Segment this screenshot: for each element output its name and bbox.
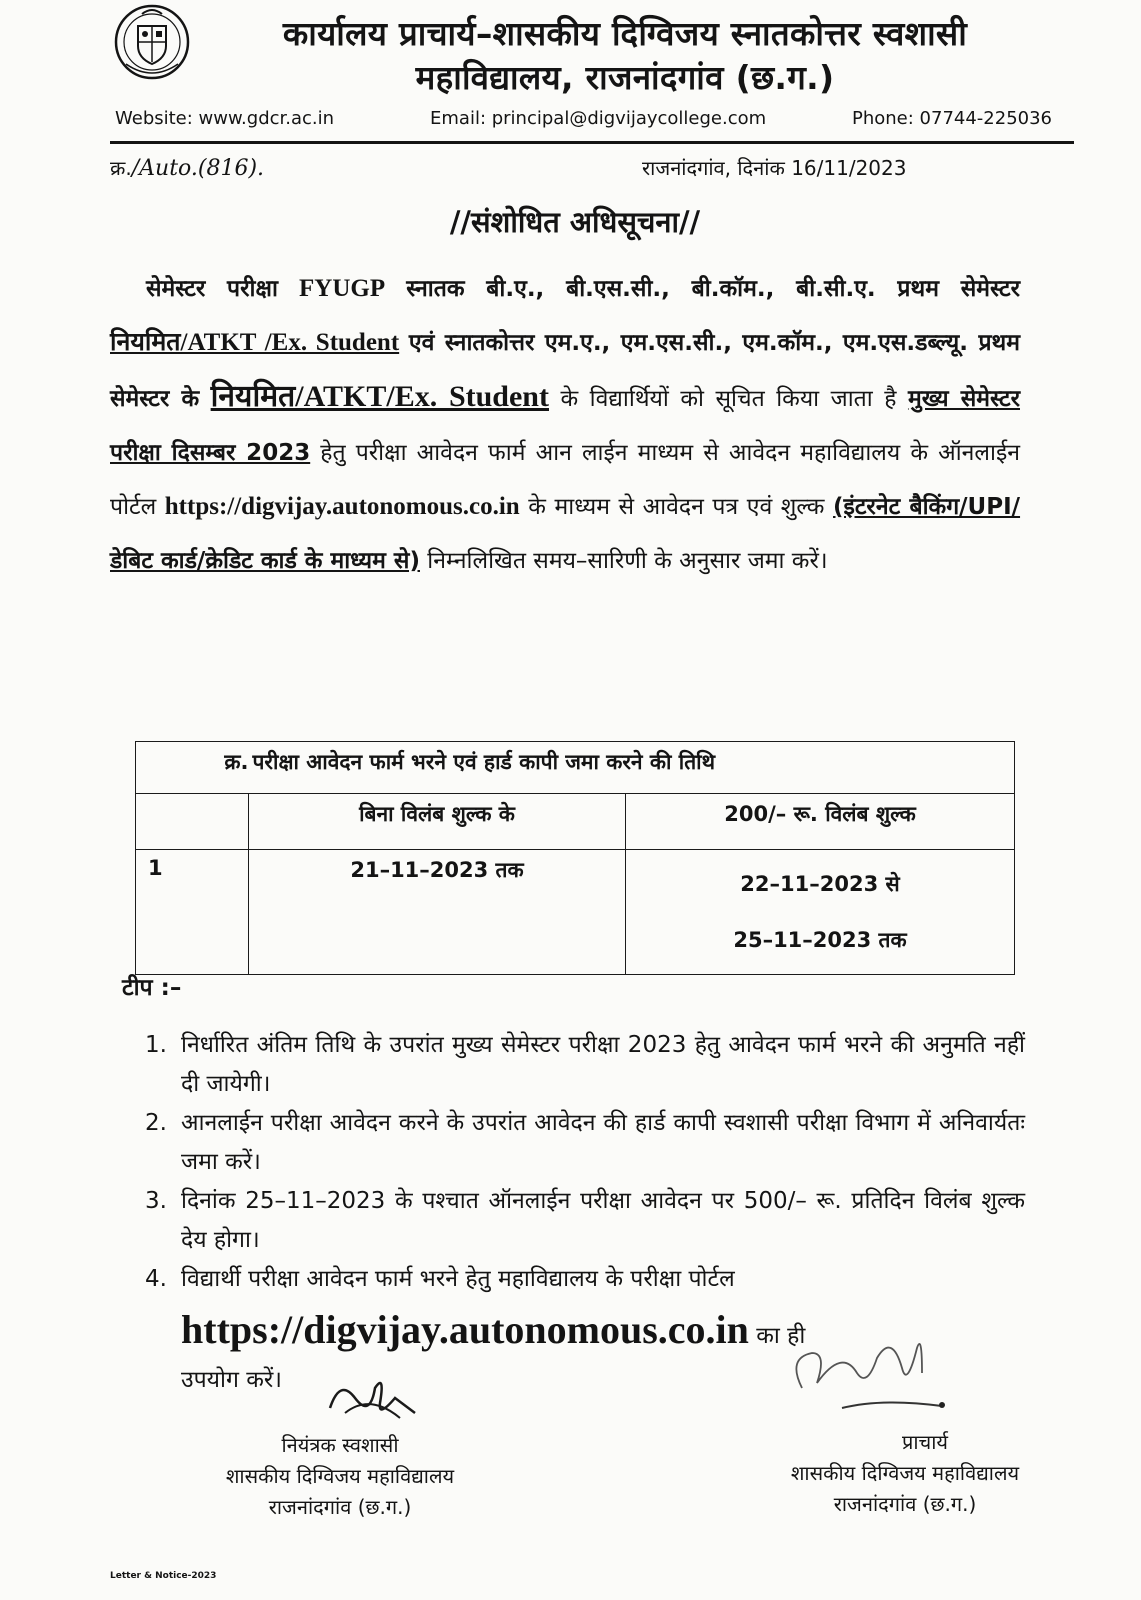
list-item xyxy=(145,1182,1025,1260)
row-serial: 1 xyxy=(136,850,249,975)
note-text: निर्धारित अंतिम तिथि के उपरांत मुख्य सेमेस्टर परीक्षा 2023 हेतु आवेदन फार्म भरने की अनुमति नहीं दी जायेगी। xyxy=(181,1032,1025,1097)
controller-signature-block xyxy=(190,1430,490,1523)
note-number: 4. xyxy=(145,1266,167,1292)
body-p5: एवं स्नातकोत्तर एम.ए., एम.एस.सी., एम.कॉम., एम.एस.डब्ल्यू. प्रथम सेमेस्टर के xyxy=(110,330,1021,412)
controller-title: नियंत्रक स्वशासी xyxy=(281,1433,399,1457)
date-label: राजनांदगांव, दिनांक xyxy=(642,156,785,180)
row-with-fee xyxy=(626,850,1015,975)
college-seal-logo xyxy=(112,4,192,80)
note4-after-url: का ही xyxy=(756,1323,806,1349)
table-header: परीक्षा आवेदन फार्म भरने एवं हार्ड कापी जमा करने की तिथि xyxy=(249,742,1015,794)
portal-link[interactable]: https://digvijay.autonomous.co.in xyxy=(164,493,520,520)
footer-label: Letter & Notice-2023 xyxy=(110,1571,217,1581)
office-title-line1: कार्यालय प्राचार्य–शासकीय दिग्विजय स्नातकोत्तर स्वशासी xyxy=(282,14,968,53)
body-p1: सेमेस्टर परीक्षा xyxy=(146,276,278,302)
notice-title: //संशोधित अधिसूचना// xyxy=(449,205,701,239)
website-text: Website: www.gdcr.ac.in xyxy=(115,108,335,129)
table-row xyxy=(136,850,1015,975)
note4-text: विद्यार्थी परीक्षा आवेदन फार्म भरने हेतु महाविद्यालय के परीक्षा पोर्टल xyxy=(181,1266,735,1292)
notice-body xyxy=(110,262,1020,588)
body-p2: FYUGP xyxy=(299,275,386,302)
issue-date xyxy=(642,154,906,181)
with-fee-header: 200/– रू. विलंब शुल्क xyxy=(626,794,1015,850)
date-value: 16/11/2023 xyxy=(791,156,907,180)
principal-college: शासकीय दिग्विजय महाविद्यालय xyxy=(790,1461,1020,1485)
body-p9: हेतु परीक्षा आवेदन फार्म आन लाईन माध्यम से आवेदन महाविद्यालय के ऑनलाईन पोर्टल xyxy=(110,440,1020,520)
body-p3: स्नातक बी.ए., बी.एस.सी., बी.कॉम., बी.सी.ए. प्रथम सेमेस्टर xyxy=(406,276,1020,302)
serial-header: क्र. xyxy=(136,742,249,794)
empty-cell xyxy=(136,794,249,850)
office-title-line2: महाविद्यालय, राजनांदगांव (छ.ग.) xyxy=(415,58,835,97)
controller-city: राजनांदगांव (छ.ग.) xyxy=(268,1495,412,1519)
portal-link-large[interactable]: https://digvijay.autonomous.co.in xyxy=(181,1307,749,1352)
reference-handwritten: /Auto.(816). xyxy=(131,156,265,181)
principal-signature-icon xyxy=(782,1328,952,1423)
body-p12: (इंटरनेट बैकिंग/UPI/डेबिट कार्ड/क्रेडिट कार्ड के माध्यम से) xyxy=(110,494,1021,574)
reference-prefix: क्र. xyxy=(110,156,132,180)
body-p6: नियमित/ATKT/Ex. Student xyxy=(210,380,549,413)
row-without-fee: 21–11–2023 तक xyxy=(249,850,626,975)
note-number: 3. xyxy=(145,1188,167,1214)
list-item xyxy=(145,1026,1025,1104)
note-number: 1. xyxy=(145,1032,167,1058)
note-text: दिनांक 25–11–2023 के पश्चात ऑनलाईन परीक्षा आवेदन पर 500/– रू. प्रतिदिन विलंब शुल्क देय होगा। xyxy=(181,1188,1025,1253)
reference-number xyxy=(110,154,264,181)
principal-signature-block xyxy=(760,1427,1050,1520)
header-divider xyxy=(110,141,1074,144)
body-p4: नियमित/ATKT /Ex. Student xyxy=(110,329,400,356)
body-p13: निम्नलिखित समय–सारिणी के अनुसार जमा करें। xyxy=(427,548,828,574)
note-number: 2. xyxy=(145,1110,167,1136)
table-subheader-row xyxy=(136,794,1015,850)
list-item xyxy=(145,1104,1025,1182)
table-header-row xyxy=(136,742,1015,794)
body-p7: के विद्यार्थियों को सूचित किया जाता है xyxy=(560,386,897,412)
principal-city: राजनांदगांव (छ.ग.) xyxy=(833,1492,977,1516)
note4-tail: उपयोग करें। xyxy=(181,1367,283,1393)
tip-label: टीप :– xyxy=(122,975,182,1001)
controller-signature-icon xyxy=(320,1368,420,1428)
schedule-table xyxy=(135,741,1015,975)
body-p11: के माध्यम से आवेदन पत्र एवं शुल्क xyxy=(528,494,825,520)
phone-text: Phone: 07744-225036 xyxy=(852,108,1053,129)
principal-title: प्राचार्य xyxy=(901,1430,949,1454)
body-p8: मुख्य सेमेस्टर परीक्षा दिसम्बर 2023 xyxy=(110,386,1020,466)
without-fee-header: बिना विलंब शुल्क के xyxy=(249,794,626,850)
email-text: Email: principal@digvijaycollege.com xyxy=(430,108,767,129)
row-with-fee-to: 25–11–2023 तक xyxy=(733,928,907,952)
note-text: आनलाईन परीक्षा आवेदन करने के उपरांत आवेदन की हार्ड कापी स्वशासी परीक्षा विभाग में अनिवार्यतः जमा करें। xyxy=(181,1110,1025,1175)
office-title xyxy=(200,12,1050,100)
row-with-fee-from: 22–11–2023 से xyxy=(740,872,900,896)
controller-college: शासकीय दिग्विजय महाविद्यालय xyxy=(225,1464,455,1488)
